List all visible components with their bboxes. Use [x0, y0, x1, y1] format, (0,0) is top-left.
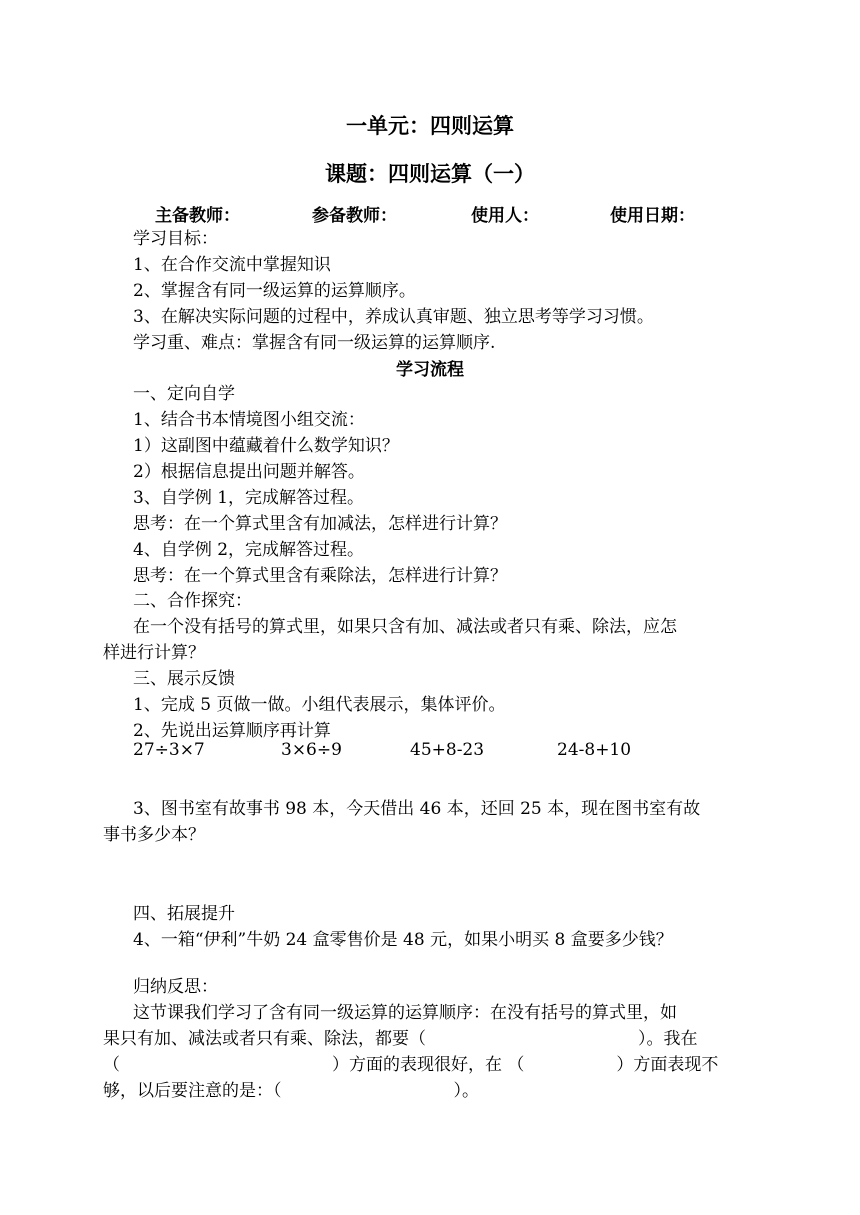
expression: 3×6÷9: [281, 740, 342, 760]
date-label: 使用日期：: [610, 206, 695, 226]
section3-heading: 三、展示反馈: [133, 669, 235, 689]
co-teacher-label: 参备教师：: [312, 206, 397, 226]
reflection-text: ）。: [453, 1081, 479, 1101]
section3-item: 2、先说出运算顺序再计算: [133, 721, 331, 741]
reflection-line: 这节课我们学习了含有同一级运算的运算顺序：在没有括号的算式里，如: [133, 1003, 677, 1023]
section3-item: 1、完成 5 页做一做。小组代表展示，集体评价。: [133, 695, 506, 715]
objectives-heading: 学习目标：: [133, 229, 218, 249]
reflection-text: ）方面表现不: [616, 1055, 719, 1075]
objective-item: 3、在解决实际问题的过程中，养成认真审题、独立思考等学习习惯。: [133, 307, 654, 327]
section3-item: 事书多少本？: [103, 825, 205, 845]
reflection-text: 果只有加、减法或者只有乘、除法，都要（: [103, 1029, 426, 1049]
section4-item: 4、一箱“伊利”牛奶 24 盒零售价是 48 元，如果小明买 8 盒要多少钱？: [133, 930, 673, 950]
user-label: 使用人：: [471, 206, 539, 226]
section1-heading: 一、定向自学: [133, 384, 235, 404]
section1-line: 2）根据信息提出问题并解答。: [133, 462, 365, 482]
lesson-title: 课题：四则运算（一）: [325, 161, 535, 186]
section1-line: 3、自学例 1，完成解答过程。: [133, 488, 365, 508]
reflection-line: [103, 1026, 773, 1052]
section4-heading: 四、拓展提升: [133, 904, 235, 924]
unit-title: 一单元：四则运算: [346, 113, 514, 138]
reflection-line: [103, 1052, 773, 1078]
reflection-text: （: [103, 1055, 120, 1075]
section2-line: 在一个没有括号的算式里，如果只含有加、减法或者只有乘、除法，应怎: [133, 617, 677, 637]
reflection-heading: 归纳反思：: [133, 977, 218, 997]
section1-line: 思考：在一个算式里含有乘除法，怎样进行计算？: [133, 566, 507, 586]
section1-line: 1）这副图中蕴藏着什么数学知识？: [133, 436, 399, 456]
section2-heading: 二、合作探究：: [133, 591, 252, 611]
reflection-text: ）方面的表现很好，在 （: [332, 1055, 525, 1075]
reflection-text: ）。我在: [638, 1029, 698, 1049]
section1-line: 思考：在一个算式里含有加减法，怎样进行计算？: [133, 514, 507, 534]
section1-line: 1、结合书本情境图小组交流：: [133, 410, 365, 430]
key-points: 学习重、难点：掌握含有同一级运算的运算顺序.: [133, 333, 496, 353]
objective-item: 2、掌握含有同一级运算的运算顺序。: [133, 281, 416, 301]
expression: 27÷3×7: [133, 740, 205, 760]
process-title: 学习流程: [396, 360, 464, 380]
expression: 24-8+10: [557, 740, 632, 760]
lead-teacher-label: 主备教师：: [155, 206, 240, 226]
objective-item: 1、在合作交流中掌握知识: [133, 255, 331, 275]
reflection-line: [103, 1078, 773, 1104]
section3-item: 3、图书室有故事书 98 本，今天借出 46 本，还回 25 本，现在图书室有故: [133, 799, 701, 819]
section1-line: 4、自学例 2，完成解答过程。: [133, 540, 365, 560]
section2-line: 样进行计算？: [103, 643, 205, 663]
expression: 45+8-23: [410, 740, 485, 760]
reflection-text: 够，以后要注意的是：（: [103, 1081, 282, 1101]
